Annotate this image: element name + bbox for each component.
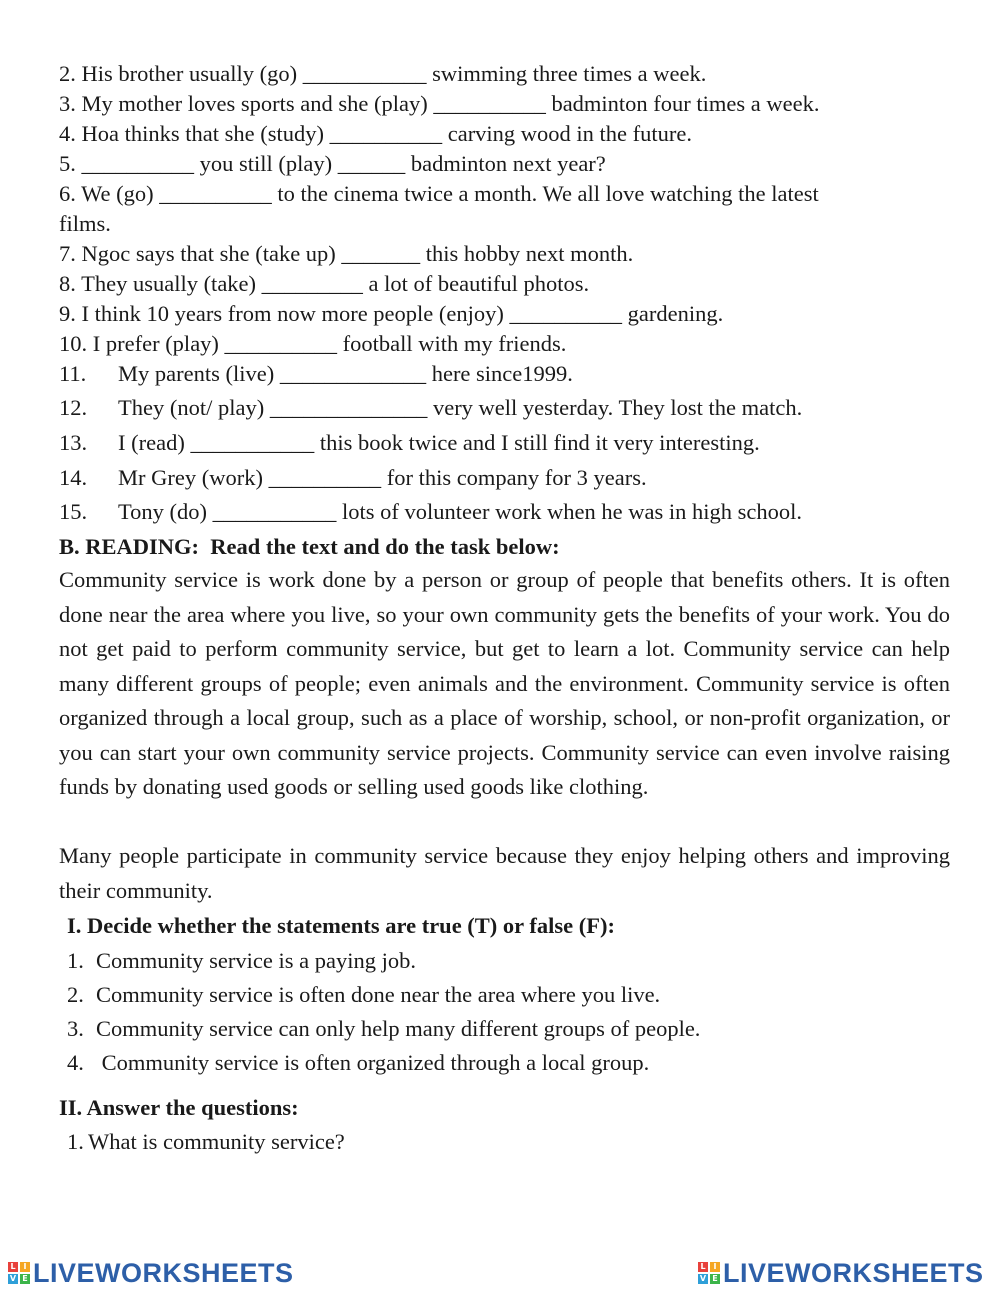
exercise-line: 8. They usually (take) _________ a lot of beautiful photos. xyxy=(59,271,590,296)
item-number: 12. xyxy=(59,395,88,420)
exercise-item: My parents (live) _____________ here since1999. xyxy=(118,361,573,386)
logo-text: LIVEWORKSHEETS xyxy=(33,1257,294,1288)
statement: Community service is often done near the area where you live. xyxy=(96,982,661,1007)
item-number: 14. xyxy=(59,465,88,490)
exercise-line: 10. I prefer (play) __________ football with my friends. xyxy=(59,331,567,356)
liveworksheets-logo xyxy=(8,1258,294,1288)
item-number: 3. xyxy=(67,1016,84,1041)
statement: Community service is often organized through a local group. xyxy=(96,1050,650,1075)
statement: Community service is a paying job. xyxy=(96,948,416,973)
reading-paragraph: Community service is work done by a person or group of people that benefits others. It is often done near the area where you live, so your own community gets the benefits of your work. You do not get paid to perform community service, but get to learn a lot. Community service can help many different groups of people; even animals and the environment. Community service is often organized through a local group, such as a place of worship, school, or non-profit organization, or you can start your own community service projects. Community service can even involve raising funds by donating used goods or selling used goods like clothing. xyxy=(59,567,950,799)
liveworksheets-logo xyxy=(698,1258,984,1288)
question: What is community service? xyxy=(88,1129,345,1154)
exercise-item: They (not/ play) ______________ very well yesterday. They lost the match. xyxy=(118,395,803,420)
item-number: 15. xyxy=(59,499,88,524)
exercise-line: films. xyxy=(59,211,111,236)
reading-paragraph: Many people participate in community service because they enjoy helping others and improving their community. xyxy=(59,843,950,903)
exercise-line: 7. Ngoc says that she (take up) _______ this hobby next month. xyxy=(59,241,634,266)
liveworksheets-logo-icon: L I V E xyxy=(698,1262,720,1284)
exercise-item: Mr Grey (work) __________ for this company for 3 years. xyxy=(118,465,647,490)
exercise-line: 4. Hoa thinks that she (study) __________ carving wood in the future. xyxy=(59,121,693,146)
exercise-line: 6. We (go) __________ to the cinema twice a month. We all love watching the latest xyxy=(59,181,819,206)
logo-text: LIVEWORKSHEETS xyxy=(723,1257,984,1288)
exercise-line: 3. My mother loves sports and she (play) __________ badminton four times a week. xyxy=(59,91,820,116)
statement: Community service can only help many different groups of people. xyxy=(96,1016,701,1041)
item-number: 4. xyxy=(67,1050,84,1075)
exercise-line: 9. I think 10 years from now more people (enjoy) __________ gardening. xyxy=(59,301,724,326)
item-number: 1. xyxy=(67,948,84,973)
item-number: 1. xyxy=(67,1129,84,1154)
exercise-item: I (read) ___________ this book twice and I still find it very interesting. xyxy=(118,430,760,455)
item-number: 2. xyxy=(67,982,84,1007)
true-false-heading: I. Decide whether the statements are true (T) or false (F): xyxy=(67,913,615,938)
liveworksheets-logo-icon: L I V E xyxy=(8,1262,30,1284)
exercise-line: 5. __________ you still (play) ______ badminton next year? xyxy=(59,151,606,176)
exercise-line: 2. His brother usually (go) ___________ swimming three times a week. xyxy=(59,61,707,86)
questions-heading: II. Answer the questions: xyxy=(59,1095,299,1120)
item-number: 13. xyxy=(59,430,88,455)
reading-heading: B. READING: Read the text and do the task below: xyxy=(59,534,560,559)
item-number: 11. xyxy=(59,361,87,386)
exercise-item: Tony (do) ___________ lots of volunteer work when he was in high school. xyxy=(118,499,802,524)
